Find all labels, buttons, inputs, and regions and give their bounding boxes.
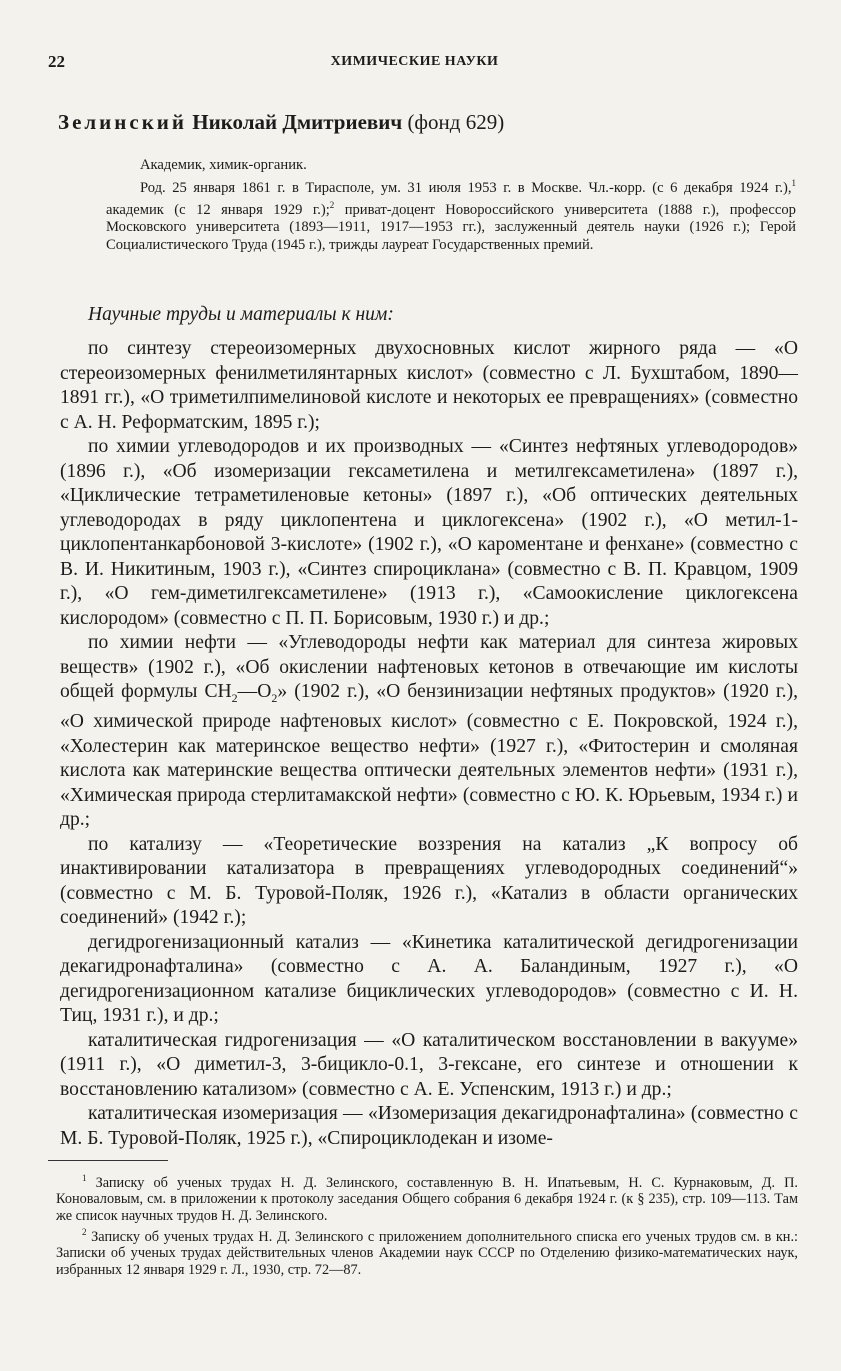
footnote-ref-2: 2 [329,199,335,210]
works-paragraph-7: каталитическая изомеризация — «Изомеризация декагидронафталина» (совместно с М. Б. Туровой-Поляк, 1925 г.), «Спироциклодекан и изоме- [60,1103,798,1149]
entry-heading [58,110,504,135]
works-paragraph-3-part-a: по химии нефти — «Углеводороды нефти как материал для синтеза жировых веществ» (1902 г.), «Об окислении нафтеновых кетонов в отвечающие им кислоты общей формулы СН [60,632,798,702]
works-paragraph-5: дегидрогенизационный катализ — «Кинетика каталитической дегидрогенизации декагидронафталина» (совместно с А. А. Баландиным, 1927 г.), «О дегидрогенизационном катализе бициклических углеводородов» (совместно с И. Н. Тиц, 1931 г.), и др.; [60,931,798,1027]
formula-subscript: 2 [271,690,278,705]
works-paragraph-1: по синтезу стереоизомерных двухосновных кислот жирного ряда — «О стереоизомерных фенилметилянтарных кислот» (совместно с Л. Бухштабом, 1890—1891 гг.), «О триметилпимелиновой кислоте и некоторых ее превращениях» (совместно с А. Н. Реформатским, 1895 г.); [60,338,798,433]
bio-line-title: Академик, химик-органик. [140,157,307,173]
works-paragraph-3-part-c: » (1902 г.), «О бензинизации нефтяных продуктов» (1920 г.), «О химической природе нафтеновых кислот» (совместно с Е. Покровской, 1924 г.), «Холестерин как материнское вещество нефти» (1927 г.), «Фитостерин и смоляная кислота как материнские вещества оптически деятельных элементов нефти» (1931 г.), «Химическая природа стерлитамакской нефти» (совместно с Ю. К. Юрьевым, 1934 г.) и др.; [60,681,798,831]
works-paragraph-3-part-b: —О [237,681,272,702]
formula-subscript: 2 [231,690,238,705]
footnote-ref-1: 1 [791,177,796,188]
bio-text-a: Род. 25 января 1861 г. в Тирасполе, ум. 31 июля 1953 г. в Москве. Чл.-корр. (с 6 декабря 1924 г.), [140,179,792,196]
works-paragraph-6: каталитическая гидрогенизация — «О каталитическом восстановлении в вакууме» (1911 г.), «О диметил-3, 3-бицикло-0.1, 3-гексане, его синтезе и отношении к восстановлению катализом» (совместно с А. Е. Успенским, 1913 г.) и др.; [60,1029,798,1100]
works-paragraph-2: по химии углеводородов и их производных — «Синтез нефтяных углеводородов» (1896 г.), «Об изомеризации гексаметилена и метилгексаметилена» (1897 г.), «Циклические тетраметиленовые кетоны» (1897 г.), «Об оптических деятельных углеводородах в ряду циклопентена и циклогексена» (1902 г.), «О метил-1-циклопентанкарбоновой 3-кислоте» (1902 г.), «О кароментане и фенхане» (совместно с В. И. Никитиным, 1903 г.), «Синтез спироциклана» (совместно с В. П. Кравцом, 1909 г.), «О гем-диметилгексаметилене» (1913 г.), «Самоокисление циклогексена кислородом» (совместно с П. П. Борисовым, 1930 г.) и др.; [60,436,798,629]
footnotes [56,1170,798,1278]
page-number: 22 [48,52,65,71]
bio-text-c: приват-доцент Новороссийского университета (1888 г.), профессор Московского университета (1893—1911, 1917—1953 гг.), заслуженный деятель науки (1926 г.); Герой Социалистического Труда (1945 г.), трижды лауреат Государственных премий. [106,201,796,253]
bio-text-b: академик (с 12 января 1929 г.); [106,201,330,218]
footnote-2 [56,1224,798,1278]
footnote-divider [48,1160,168,1161]
running-head [48,52,781,76]
biography-block [106,157,796,254]
footnote-mark-2: 2 [82,1226,87,1237]
works-heading: Научные труды и материалы к ним: [88,304,394,325]
works-paragraph-3 [60,631,798,833]
footnote-1 [56,1170,798,1224]
section-title: ХИМИЧЕСКИЕ НАУКИ [330,54,499,69]
bio-paragraph [106,175,796,255]
entry-given-names: Николай Дмитриевич [192,110,403,134]
entry-surname: Зелинский [58,110,188,134]
footnote-2-text: Записку об ученых трудах Н. Д. Зелинского с приложением дополнительного списка его ученых трудов см. в кн.: Записки об ученых трудах действительных членов Академии наук СССР по Отделению физико-математических наук, избранных 12 января 1929 г. Л., 1930, стр. 72—87. [56,1228,798,1278]
works-paragraph-4: по катализу — «Теоретические воззрения на катализ „К вопросу об инактивировании катализатора в превращениях углеводородных соединений“» (совместно с М. Б. Туровой-Поляк, 1926 г.), «Катализ в области органических соединений» (1942 г.); [60,833,798,929]
works-list [60,337,798,1151]
entry-fond: (фонд 629) [407,110,505,134]
footnote-mark-1: 1 [82,1173,87,1183]
footnote-1-text: Записку об ученых трудах Н. Д. Зелинского, составленную В. Н. Ипатьевым, Н. С. Курнаковым, Д. П. Коноваловым, см. в приложении к протоколу заседания Общего собрания 6 декабря 1924 г. (к § 235), стр. 109—113. Там же список научных трудов Н. Д. Зелинского. [56,1174,798,1224]
